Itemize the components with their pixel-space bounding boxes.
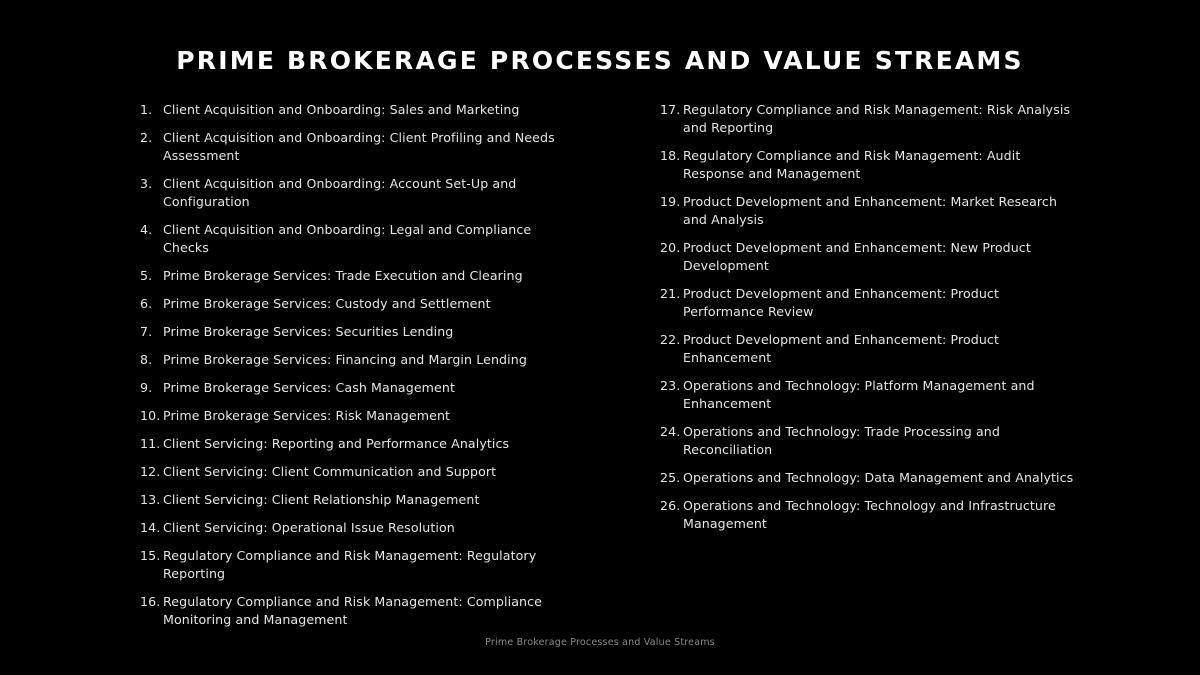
item-number: 16.	[140, 594, 161, 609]
list-item	[140, 101, 560, 119]
item-text: Prime Brokerage Services: Financing and Margin Lending	[163, 352, 527, 367]
item-number: 26.	[660, 498, 681, 513]
item-number: 20.	[660, 240, 681, 255]
slide-title: PRIME BROKERAGE PROCESSES AND VALUE STREAMS	[176, 46, 1024, 75]
item-number: 8.	[140, 352, 153, 367]
item-number: 9.	[140, 380, 153, 395]
item-text: Operations and Technology: Technology and Infrastructure Management	[683, 498, 1056, 531]
item-text: Operations and Technology: Trade Processing and Reconciliation	[683, 424, 1000, 457]
list-item	[140, 267, 560, 285]
item-text: Product Development and Enhancement: Product Performance Review	[683, 286, 999, 319]
item-number: 17.	[660, 102, 681, 117]
list-item	[140, 175, 560, 211]
list-item	[140, 547, 560, 583]
item-text: Client Acquisition and Onboarding: Sales and Marketing	[163, 102, 520, 117]
item-number: 18.	[660, 148, 681, 163]
item-text: Client Servicing: Reporting and Performance Analytics	[163, 436, 510, 451]
list-item	[140, 435, 560, 453]
item-text: Prime Brokerage Services: Risk Management	[163, 408, 451, 423]
process-list-right	[660, 101, 1080, 543]
item-text: Client Acquisition and Onboarding: Legal and Compliance Checks	[163, 222, 532, 255]
item-number: 23.	[660, 378, 681, 393]
item-text: Product Development and Enhancement: New Product Development	[683, 240, 1031, 273]
item-number: 11.	[140, 436, 161, 451]
item-number: 25.	[660, 470, 681, 485]
item-text: Regulatory Compliance and Risk Management: Compliance Monitoring and Management	[163, 594, 542, 627]
item-text: Regulatory Compliance and Risk Management: Regulatory Reporting	[163, 548, 537, 581]
item-text: Prime Brokerage Services: Cash Management	[163, 380, 456, 395]
list-item	[660, 469, 1080, 487]
item-number: 19.	[660, 194, 681, 209]
list-item	[660, 239, 1080, 275]
item-text: Operations and Technology: Data Management and Analytics	[683, 470, 1074, 485]
item-text: Client Acquisition and Onboarding: Account Set-Up and Configuration	[163, 176, 517, 209]
list-item	[660, 147, 1080, 183]
item-number: 14.	[140, 520, 161, 535]
item-number: 22.	[660, 332, 681, 347]
item-text: Client Acquisition and Onboarding: Client Profiling and Needs Assessment	[163, 130, 555, 163]
list-item	[140, 519, 560, 537]
list-item	[140, 351, 560, 369]
list-item	[660, 193, 1080, 229]
item-number: 5.	[140, 268, 153, 283]
item-text: Client Servicing: Operational Issue Resolution	[163, 520, 455, 535]
item-text: Regulatory Compliance and Risk Management: Risk Analysis and Reporting	[683, 102, 1071, 135]
item-text: Prime Brokerage Services: Securities Lending	[163, 324, 454, 339]
item-text: Client Servicing: Client Communication and Support	[163, 464, 497, 479]
list-item	[140, 379, 560, 397]
item-number: 13.	[140, 492, 161, 507]
item-text: Client Servicing: Client Relationship Management	[163, 492, 480, 507]
item-text: Product Development and Enhancement: Market Research and Analysis	[683, 194, 1058, 227]
list-item	[140, 407, 560, 425]
list-item	[140, 129, 560, 165]
list-item	[660, 101, 1080, 137]
list-item	[140, 491, 560, 509]
item-number: 3.	[140, 176, 153, 191]
list-item	[140, 295, 560, 313]
list-item	[140, 323, 560, 341]
item-text: Regulatory Compliance and Risk Management: Audit Response and Management	[683, 148, 1021, 181]
list-item	[140, 463, 560, 481]
slide-footer: Prime Brokerage Processes and Value Streams	[485, 637, 715, 648]
process-list-left	[140, 101, 560, 639]
list-item	[140, 593, 560, 629]
item-text: Product Development and Enhancement: Product Enhancement	[683, 332, 999, 365]
item-text: Prime Brokerage Services: Custody and Settlement	[163, 296, 491, 311]
item-number: 4.	[140, 222, 153, 237]
list-item	[660, 423, 1080, 459]
item-number: 2.	[140, 130, 153, 145]
list-item	[660, 377, 1080, 413]
item-number: 1.	[140, 102, 153, 117]
item-number: 7.	[140, 324, 153, 339]
item-number: 10.	[140, 408, 161, 423]
item-text: Operations and Technology: Platform Management and Enhancement	[683, 378, 1035, 411]
item-number: 12.	[140, 464, 161, 479]
item-number: 15.	[140, 548, 161, 563]
list-item	[660, 285, 1080, 321]
list-item	[660, 331, 1080, 367]
item-number: 21.	[660, 286, 681, 301]
item-text: Prime Brokerage Services: Trade Execution and Clearing	[163, 268, 523, 283]
list-item	[660, 497, 1080, 533]
list-item	[140, 221, 560, 257]
item-number: 6.	[140, 296, 153, 311]
item-number: 24.	[660, 424, 681, 439]
